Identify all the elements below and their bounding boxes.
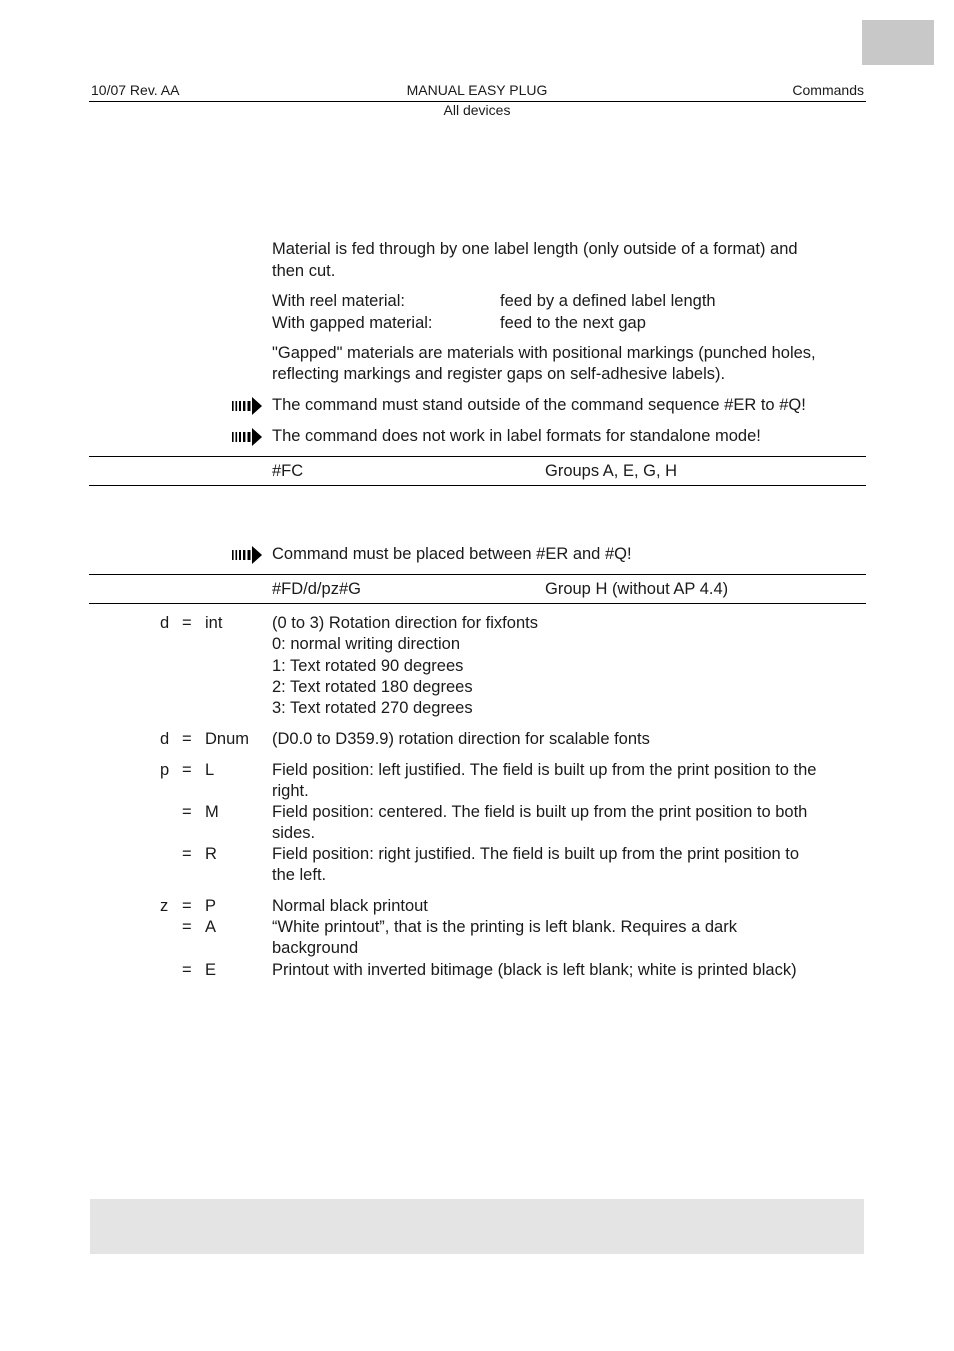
fc-note-standalone: The command does not work in label formats for standalone mode! [272,427,761,445]
param-description: Field position: right justified. The field is built up from the print position to [272,845,800,863]
fd-syntax-rule-bottom [89,603,866,604]
fc-syntax: #FC [272,462,304,480]
param-equals: = [182,614,192,632]
param-var: z [160,897,169,915]
param-type: Dnum [205,730,250,748]
note-arrow-icon [231,545,263,565]
param-description: Printout with inverted bitimage (black is left blank; white is printed black) [272,961,797,979]
param-description: background [272,939,359,957]
gapped-note-line2: reflecting markings and register gaps on self-adhesive labels). [272,365,726,383]
header-subtitle: All devices [443,102,511,118]
header-title: MANUAL EASY PLUG [406,82,548,98]
param-type: A [205,918,217,936]
param-equals: = [182,918,192,936]
param-type: P [205,897,217,915]
gapped-material-value: feed to the next gap [500,314,646,332]
reel-material-value: feed by a defined label length [500,292,716,310]
param-description: the left. [272,866,327,884]
note-arrow-icon [231,396,263,416]
param-description: Normal black printout [272,897,428,915]
note-arrow-icon [231,427,263,447]
param-type: R [205,845,217,863]
param-equals: = [182,961,192,979]
param-equals: = [182,897,192,915]
fd-syntax-rule-top [89,574,866,575]
param-description: Field position: left justified. The field is built up from the print position to the [272,761,817,779]
param-equals: = [182,730,192,748]
param-description: (D0.0 to D359.9) rotation direction for scalable fonts [272,730,650,748]
fc-intro-line2: then cut. [272,262,336,280]
header-section: Commands [792,82,864,98]
param-equals: = [182,803,192,821]
fc-note-outside-sequence: The command must stand outside of the command sequence #ER to #Q! [272,396,806,414]
param-equals: = [182,761,192,779]
param-description: 1: Text rotated 90 degrees [272,657,464,675]
gapped-material-label: With gapped material: [272,314,433,332]
param-var: d [160,614,170,632]
fc-groups: Groups A, E, G, H [545,462,678,480]
param-description: 0: normal writing direction [272,635,460,653]
fd-note-placement: Command must be placed between #ER and #Q! [272,545,632,563]
param-description: 2: Text rotated 180 degrees [272,678,473,696]
param-equals: = [182,845,192,863]
param-description: 3: Text rotated 270 degrees [272,699,473,717]
param-type: E [205,961,217,979]
param-var: d [160,730,170,748]
fc-syntax-rule-top [89,456,866,457]
param-type: L [205,761,215,779]
header-revision: 10/07 Rev. AA [91,82,180,98]
param-description: “White printout”, that is the printing is left blank. Requires a dark [272,918,737,936]
fd-groups: Group H (without AP 4.4) [545,580,729,598]
param-description: Field position: centered. The field is built up from the print position to both [272,803,808,821]
param-description: (0 to 3) Rotation direction for fixfonts [272,614,538,632]
param-var: p [160,761,170,779]
fc-syntax-rule-bottom [89,485,866,486]
gapped-note-line1: "Gapped" materials are materials with positional markings (punched holes, [272,344,816,362]
page-corner-tab [862,20,934,65]
fc-intro-line1: Material is fed through by one label length (only outside of a format) and [272,240,798,258]
param-type: int [205,614,223,632]
fd-syntax: #FD/d/pz#G [272,580,361,598]
param-type: M [205,803,219,821]
reel-material-label: With reel material: [272,292,405,310]
param-description: right. [272,782,309,800]
param-description: sides. [272,824,316,842]
footer-band [90,1199,864,1254]
